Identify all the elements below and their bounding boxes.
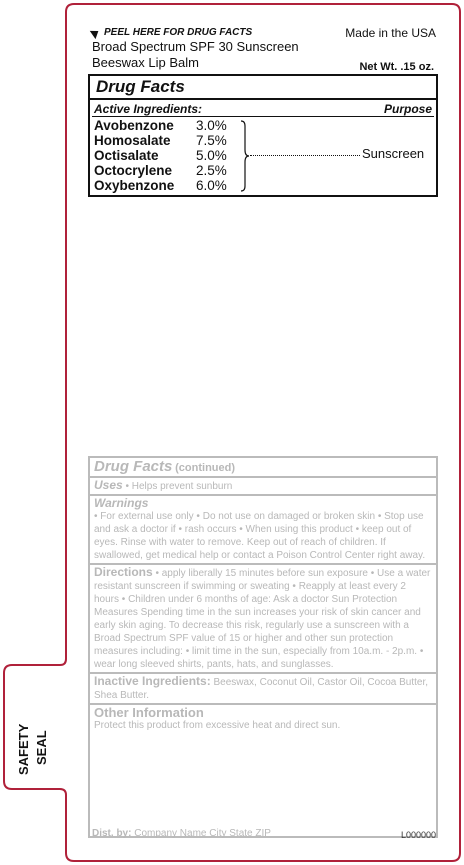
seal-line2: SEAL — [34, 730, 49, 765]
ingredient-name: Octisalate — [94, 148, 159, 163]
dist-text: Company Name City State ZIP — [134, 828, 271, 839]
uses-label: Uses — [94, 478, 123, 492]
purpose-value: Sunscreen — [362, 146, 425, 161]
safety-seal — [12, 713, 66, 775]
continued-suffix: (continued) — [175, 462, 236, 474]
ingredient-pct: 7.5% — [196, 133, 227, 148]
ingredient-pct: 5.0% — [196, 148, 227, 163]
drug-facts-continued — [88, 456, 438, 838]
peel-tab[interactable] — [92, 27, 252, 38]
peel-arrow-icon — [90, 26, 101, 38]
directions-text: • apply liberally 15 minutes before sun exposure • Use a water resistant sunscreen if swimming or sweating • Reapply at least every 2 hours • Children under 6 months of age: Ask a doctor Sun Protection Measures Spending time in the sun increases your risk of skin cancer and early skin aging. To decrease this risk, regularly use a sunscreen with a Broad Spectrum SPF value of 15 or higher and other sun protection measures including: • limit time in the sun, especially from 10a.m. - 2p.m. • wear long sleeved shirts, pants, hats, and sunglasses. — [94, 568, 431, 670]
drug-facts-heading: Drug Facts — [90, 76, 436, 100]
peel-text: PEEL HERE FOR DRUG FACTS — [104, 27, 253, 38]
seal-line1: SAFETY — [16, 723, 31, 775]
product-subtitle: Beeswax Lip Balm — [92, 55, 199, 70]
ingredient-name: Avobenzone — [94, 118, 174, 133]
uses-text: • Helps prevent sunburn — [125, 481, 233, 492]
ingredient-name: Homosalate — [94, 133, 171, 148]
leader-dots — [250, 155, 360, 156]
other-label: Other Information — [94, 705, 204, 720]
warnings-label: Warnings — [94, 496, 149, 510]
ingredient-name: Oxybenzone — [94, 178, 175, 193]
warnings-text: • For external use only • Do not use on damaged or broken skin • Stop use and ask a doctor if • rash occurs • When using this product • keep out of eyes. Rinse with water to remove. Keep out of reach of children. If swallowed, get medical help or contact a Poison Control Center right away. — [94, 511, 426, 561]
continued-heading: Drug Facts — [94, 458, 173, 475]
label-panel — [84, 14, 450, 852]
made-in: Made in the USA — [345, 26, 436, 40]
net-weight: Net Wt. .15 oz. — [359, 61, 434, 73]
purpose-label: Purpose — [383, 102, 432, 116]
other-text: Protect this product from excessive heat and direct sun. — [94, 720, 341, 731]
ingredient-pct: 3.0% — [196, 118, 227, 133]
directions-label: Directions — [94, 565, 153, 579]
ingredient-name: Octocrylene — [94, 163, 173, 178]
product-title: Broad Spectrum SPF 30 Sunscreen — [92, 39, 299, 54]
ingredient-pct: 2.5% — [196, 163, 227, 178]
drug-facts-box — [88, 74, 438, 197]
lot-code: L000000 — [400, 830, 436, 840]
ingredient-pct: 6.0% — [196, 178, 227, 193]
active-ingredients-label: Active Ingredients: — [94, 102, 203, 116]
divider — [92, 116, 434, 117]
brace-icon — [240, 120, 250, 192]
dist-label: Dist. by: — [92, 828, 132, 839]
inactive-text: Beeswax, Coconut Oil, Castor Oil, Cocoa Butter, Shea Butter. — [94, 677, 429, 701]
inactive-label: Inactive Ingredients: — [94, 674, 211, 688]
distributor — [92, 828, 271, 839]
